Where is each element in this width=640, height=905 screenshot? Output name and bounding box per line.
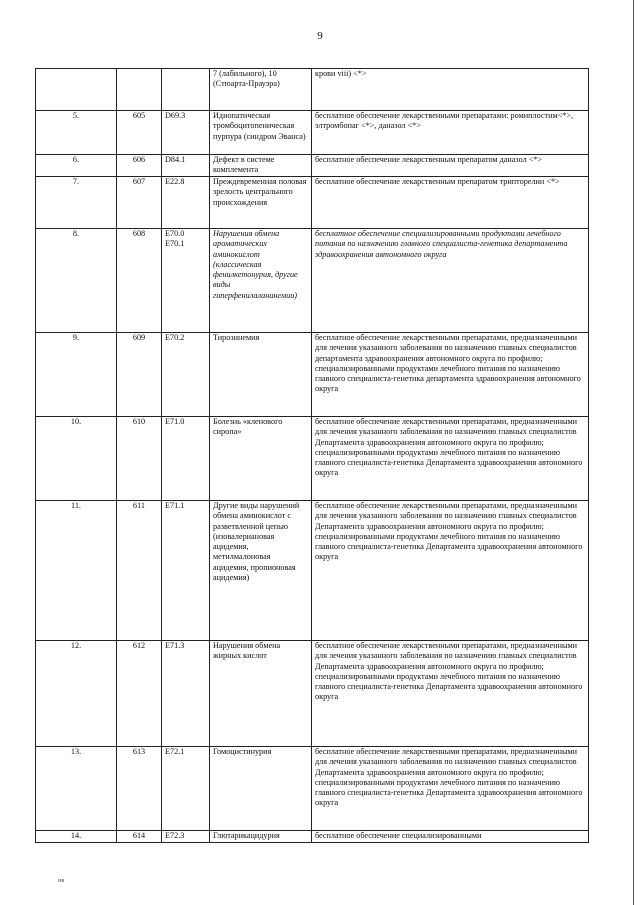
icd-code-cell: E71.0 (162, 417, 210, 501)
disease-name-cell: Другие виды нарушений обмена аминокислот с разветвленной цепью (изовалериановая ацидемия, метилмалоновая ацидемия, пропионовая ацидемия) (210, 501, 312, 641)
table-row (36, 831, 589, 843)
code-cell: 614 (117, 831, 162, 843)
icd-code-cell: E71.1 (162, 501, 210, 641)
icd-code-cell: E72.1 (162, 747, 210, 831)
row-number-cell: 12. (36, 641, 117, 747)
table-row (36, 641, 589, 747)
provision-cell: бесплатное обеспечение специализированными (312, 831, 589, 843)
code-cell: 610 (117, 417, 162, 501)
row-number-cell: 9. (36, 333, 117, 417)
row-number-cell: 5. (36, 111, 117, 155)
table-row (36, 417, 589, 501)
footer-mark: ня (58, 878, 64, 884)
disease-name-cell: Гомоцистинурия (210, 747, 312, 831)
code-cell: 612 (117, 641, 162, 747)
provision-cell: бесплатное обеспечение лекарственными препаратами, предназначенными для лечения указанного заболевания по назначению главных специалистов Департамента здравоохранения автономного округа по профилю; специализированными продуктами лечебного питания по назначению главного специалиста-генетика Департамента здравоохранения автономного округа (312, 501, 589, 641)
disease-name-cell: Нарушения обмена ароматических аминокислот (классическая фенилкетонурия, другие виды гиперфенилаланинемии) (210, 229, 312, 333)
row-number-cell: 13. (36, 747, 117, 831)
disease-name-cell: Преждевременная половая зрелость центрального происхождения (210, 177, 312, 229)
disease-name-cell: 7 (лабильного), 10 (Стюарта-Прауэра) (210, 69, 312, 111)
row-number-cell: 10. (36, 417, 117, 501)
provision-cell: бесплатное обеспечение лекарственными препаратами, предназначенными для лечения указанного заболевания по назначению главных специалистов Департамента здравоохранения автономного округа по профилю; специализированными продуктами лечебного питания по назначению главного специалиста-генетика Департамента здравоохранения автономного округа (312, 417, 589, 501)
row-number-cell: 11. (36, 501, 117, 641)
disease-name-cell: Болезнь «кленового сиропа» (210, 417, 312, 501)
code-cell: 607 (117, 177, 162, 229)
table-row (36, 155, 589, 177)
disease-name-cell: Глютарикацидурия (210, 831, 312, 843)
row-number-cell: 14. (36, 831, 117, 843)
table-row (36, 333, 589, 417)
table-row (36, 229, 589, 333)
icd-code-cell: E72.3 (162, 831, 210, 843)
icd-code-cell (162, 69, 210, 111)
icd-code-cell: D69.3 (162, 111, 210, 155)
provision-cell: бесплатное обеспечение лекарственным препаратом даназол <*> (312, 155, 589, 177)
provision-cell: бесплатное обеспечение лекарственными препаратами, предназначенными для лечения указанного заболевания по назначению главных специалистов Департамента здравоохранения автономного округа по профилю; специализированными продуктами лечебного питания по назначению главного специалиста-генетика Департамента здравоохранения автономного округа (312, 641, 589, 747)
row-number-cell (36, 69, 117, 111)
icd-code-cell: E70.0 E70.1 (162, 229, 210, 333)
provision-cell: бесплатное обеспечение лекарственными препаратами, предназначенными для лечения указанного заболевания по назначению главных специалистов департамента здравоохранения автономного округа по профилю; специализированными продуктами лечебного питания по назначению главного специалиста-генетика департамента здравоохранения автономного округа (312, 333, 589, 417)
icd-code-cell: E70.2 (162, 333, 210, 417)
disease-name-cell: Тирозинемия (210, 333, 312, 417)
disease-table-body (36, 69, 589, 843)
code-cell: 605 (117, 111, 162, 155)
provision-cell: бесплатное обеспечение лекарственным препаратом трипторелин <*> (312, 177, 589, 229)
table-row (36, 501, 589, 641)
provision-cell: бесплатное обеспечение специализированными продуктами лечебного питания по назначению главного специалиста-генетика департамента здравоохранения автономного округа (312, 229, 589, 333)
disease-name-cell: Идиопатическая тромбоцитопеническая пурпура (синдром Эванса) (210, 111, 312, 155)
disease-name-cell: Нарушения обмена жирных кислот (210, 641, 312, 747)
row-number-cell: 8. (36, 229, 117, 333)
table-row (36, 111, 589, 155)
disease-table (35, 68, 589, 843)
table-row (36, 747, 589, 831)
icd-code-cell: E71.3 (162, 641, 210, 747)
table-row (36, 177, 589, 229)
icd-code-cell: E22.8 (162, 177, 210, 229)
provision-cell: бесплатное обеспечение лекарственными препаратами: ромиплостим<*>, элтромбопаг <*>, даназол <*> (312, 111, 589, 155)
scan-edge-line (633, 0, 634, 905)
code-cell: 606 (117, 155, 162, 177)
disease-name-cell: Дефект в системе комплемента (210, 155, 312, 177)
code-cell: 609 (117, 333, 162, 417)
provision-cell: крови viii) <*> (312, 69, 589, 111)
code-cell: 611 (117, 501, 162, 641)
code-cell: 613 (117, 747, 162, 831)
code-cell: 608 (117, 229, 162, 333)
code-cell (117, 69, 162, 111)
table-row (36, 69, 589, 111)
provision-cell: бесплатное обеспечение лекарственными препаратами, предназначенными для лечения указанного заболевания по назначению главных специалистов Департамента здравоохранения автономного округа по профилю; специализированными продуктами лечебного питания по назначению главного специалиста-генетика Департамента здравоохранения автономного округа (312, 747, 589, 831)
page-number: 9 (317, 30, 323, 42)
row-number-cell: 7. (36, 177, 117, 229)
icd-code-cell: D84.1 (162, 155, 210, 177)
row-number-cell: 6. (36, 155, 117, 177)
